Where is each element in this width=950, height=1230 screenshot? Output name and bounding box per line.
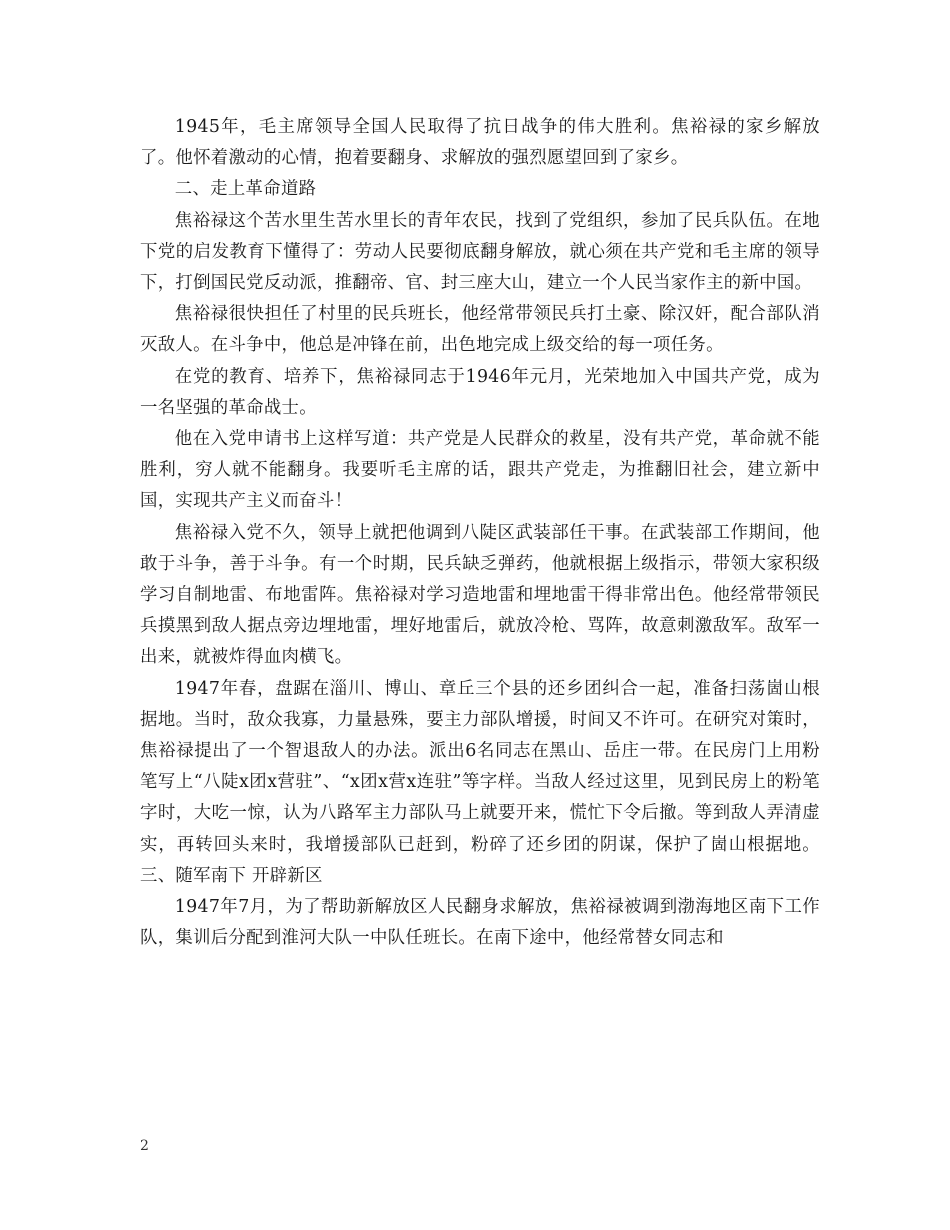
paragraph: 在党的教育、培养下，焦裕禄同志于1946年元月，光荣地加入中国共产党，成为一名坚强的革命战士。 (140, 366, 820, 418)
paragraph: 焦裕禄这个苦水里生苦水里长的青年农民，找到了党组织，参加了民兵队伍。在地下党的启发教育下懂得了：劳动人民要彻底翻身解放，就心须在共产党和毛主席的领导下，打倒国民党反动派，推翻帝、官、封三座大山，建立一个人民当家作主的新中国。 (140, 210, 820, 294)
page-number: 2 (140, 1138, 149, 1154)
paragraph: 1945年，毛主席领导全国人民取得了抗日战争的伟大胜利。焦裕禄的家乡解放了。他怀着激动的心情，抱着要翻身、求解放的强烈愿望回到了家乡。 (140, 117, 820, 169)
paragraph: 他在入党申请书上这样写道：共产党是人民群众的救星，没有共产党，革命就不能胜利，穷人就不能翻身。我要听毛主席的话，跟共产党走，为推翻旧社会，建立新中国，实现共产主义而奋斗！ (140, 429, 820, 512)
paragraph: 1947年春，盘踞在淄川、博山、章丘三个县的还乡团纠合一起，准备扫荡崮山根据地。当时，敌众我寡，力量悬殊，要主力部队增援，时间又不许可。在研究对策时，焦裕禄提出了一个智退敌人的办法。派出6名同志在黑山、岳庄一带。在民房门上用粉笔写上“八陡x团x营驻”、“x团x营x连驻”等字样。当敌人经过这里，见到民房上的粉笔字时，大吃一惊，认为八路军主力部队马上就要开来，慌忙下令后撤。等到敌人弄清虚实，再转回头来时，我增援部队已赶到，粉碎了还乡团的阴谋，保护了崮山根据地。 三、随军南下 开辟新区 (140, 678, 820, 886)
paragraph: 1947年7月，为了帮助新解放区人民翻身求解放，焦裕禄被调到渤海地区南下工作队，集训后分配到淮河大队一中队任班长。在南下途中，他经常替女同志和 (140, 897, 820, 949)
document-body (140, 112, 820, 954)
paragraph: 焦裕禄入党不久，领导上就把他调到八陡区武装部任干事。在武装部工作期间，他敢于斗争，善于斗争。有一个时期，民兵缺乏弹药，他就根据上级指示，带领大家积级学习自制地雷、布地雷阵。焦裕禄对学习造地雷和埋地雷干得非常出色。他经常带领民兵摸黑到敌人据点旁边埋地雷，埋好地雷后，就放冷枪、骂阵，故意刺激敌军。敌军一出来，就被炸得血肉横飞。 (140, 522, 820, 668)
paragraph: 焦裕禄很快担任了村里的民兵班长，他经常带领民兵打土豪、除汉奸，配合部队消灭敌人。在斗争中，他总是冲锋在前，出色地完成上级交给的每一项任务。 (140, 304, 820, 356)
section-heading: 二、走上革命道路 (174, 179, 317, 200)
